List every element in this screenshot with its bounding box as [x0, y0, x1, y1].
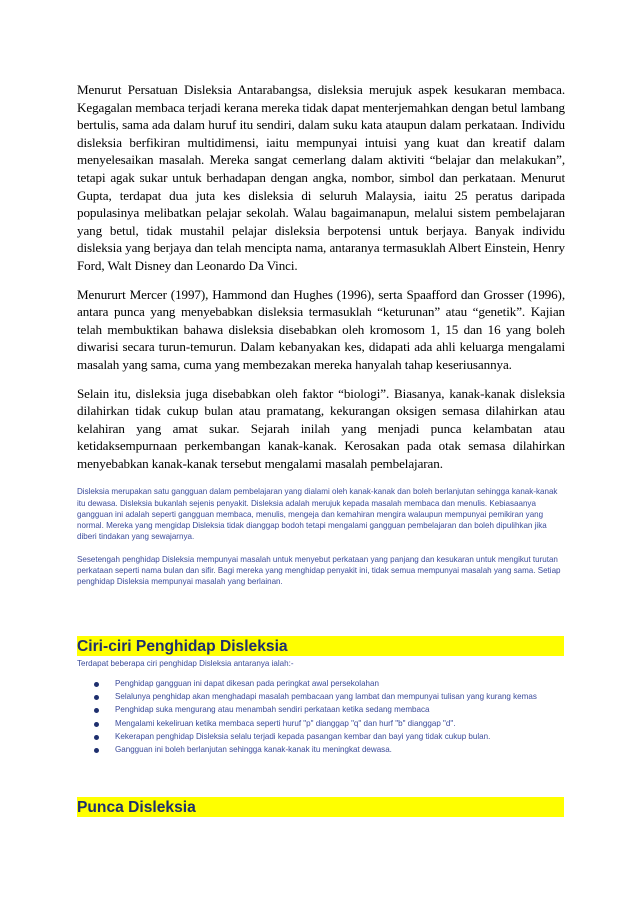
list-item — [77, 745, 565, 756]
section-intro: Terdapat beberapa ciri penghidap Disleksia antaranya ialah:- — [77, 659, 294, 669]
paragraph-definition: Menurut Persatuan Disleksia Antarabangsa, disleksia merujuk aspek kesukaran membaca. Kegagalan membaca terjadi kerana mereka tidak dapat menterjemahkan dengan betul lambang bertulis, sama ada dalam huruf itu sendiri, dalam suku kata ataupun dalam perkataan. Individu disleksia berfikiran multidimensi, iaitu mempunyai intuisi yang kuat dan kreatif dalam menyelesaikan masalah. Mereka sangat cemerlang dalam aktiviti “belajar dan melakukan”, tetapi agak sukar untuk berhadapan dengan angka, nombor, simbol dan perkataan. Menurut Gupta, terdapat dua juta kes disleksia di seluruh Malaysia, iaitu 25 peratus daripada populasinya melibatkan pelajar sekolah. Walau bagaimanapun, melalui sistem pembelajaran yang betul, tidak mustahil pelajar disleksia berpotensi untuk berjaya. Banyak individu disleksia yang berjaya dan telah mencipta nama, antaranya termasuklah Albert Einstein, Henry Ford, Walt Disney dan Leonardo Da Vinci. — [77, 82, 565, 273]
paragraph-genetic-cause: Menururt Mercer (1997), Hammond dan Hughes (1996), serta Spaafford dan Grosser (1996), antara punca yang menyebabkan disleksia termasuklah “keturunan” atau “genetik”. Kajian telah membuktikan bahawa disleksia disebabkan oleh kromosom 1, 15 dan 16 yang boleh diwarisi secara turun-temurun. Dalam kebanyakan kes, didapati ada ahli keluarga mengalami masalah yang sama, cuma yang membezakan mereka hanyalah tahap keseriusannya. — [77, 286, 565, 372]
bullet-icon — [94, 695, 99, 700]
list-item — [77, 705, 565, 716]
list-item-text: Gangguan ini boleh berlanjutan sehingga kanak-kanak itu meningkat dewasa. — [115, 744, 392, 754]
bullet-icon — [94, 722, 99, 727]
bullet-icon — [94, 682, 99, 687]
section-heading-causes: Punca Disleksia — [77, 797, 564, 817]
bullet-icon — [94, 748, 99, 753]
bullet-icon — [94, 708, 99, 713]
list-item-text: Kekerapan penghidap Disleksia selalu terjadi kepada pasangan kembar dan bayi yang tidak cukup bulan. — [115, 731, 491, 741]
bullet-icon — [94, 735, 99, 740]
list-item — [77, 679, 565, 690]
list-item-text: Penghidap suka mengurang atau menambah sendiri perkataan ketika sedang membaca — [115, 705, 430, 715]
characteristics-list — [77, 679, 565, 755]
list-item-text: Penghidap gangguan ini dapat dikesan pada peringkat awal persekolahan — [115, 679, 379, 689]
list-item — [77, 692, 565, 703]
list-item-text: Mengalami kekeliruan ketika membaca seperti huruf "p" dianggap "q" dan hurf "b" dianggap "d". — [115, 718, 456, 728]
list-item-text: Selalunya penghidap akan menghadapi masalah pembacaan yang lambat dan mempunyai tulisan yang kurang kemas — [115, 692, 537, 702]
list-item — [77, 719, 565, 730]
list-item — [77, 732, 565, 743]
document-page — [77, 81, 565, 817]
paragraph-biological-cause: Selain itu, disleksia juga disebabkan oleh faktor “biologi”. Biasanya, kanak-kanak disleksia dilahirkan tidak cukup bulan atau pramatang, kekurangan oksigen semasa dilahirkan atau kelahiran yang amat sukar. Sejarah inilah yang menjadi punca kelambatan atau ketidaksempurnaan perkembangan kanak-kanak. Kerosakan pada otak semasa dilahirkan menyebabkan kanak-kanak tersebut mengalami masalah pembelajaran. — [77, 385, 565, 471]
paragraph-learning-disorder: Disleksia merupakan satu gangguan dalam pembelajaran yang dialami oleh kanak-kanak dan boleh berlanjutan sehingga kanak-kanak itu dewasa. Disleksia bukanlah sejenis penyakit. Disleksia adalah merujuk kepada masalah membaca dan menulis. Kebiasaanya gangguan ini adalah seperti gangguan membaca, menulis, mengeja dan kemahiran mengira walaupun mempunyai pemikiran yang normal. Mereka yang mengidap Disleksia tidak dianggap bodoh tetapi mengalami gangguan pembelajaran dan boleh dipulihkan jika diberi tindakan yang sewajarnya. — [77, 487, 558, 541]
section-characteristics — [77, 636, 565, 755]
section-causes — [77, 797, 565, 817]
section-heading-characteristics: Ciri-ciri Penghidap Disleksia — [77, 636, 564, 656]
paragraph-sequencing-difficulty: Sesetengah penghidap Disleksia mempunyai masalah untuk menyebut perkataan yang panjang dan kesukaran untuk mengikut turutan perkataan seperti nama bulan dan sifir. Bagi mereka yang menghidap penyakit ini, tidak semua mempunyai masalah yang sama. Setiap penghidap Disleksia mempunyai masalah yang berlainan. — [77, 554, 561, 587]
